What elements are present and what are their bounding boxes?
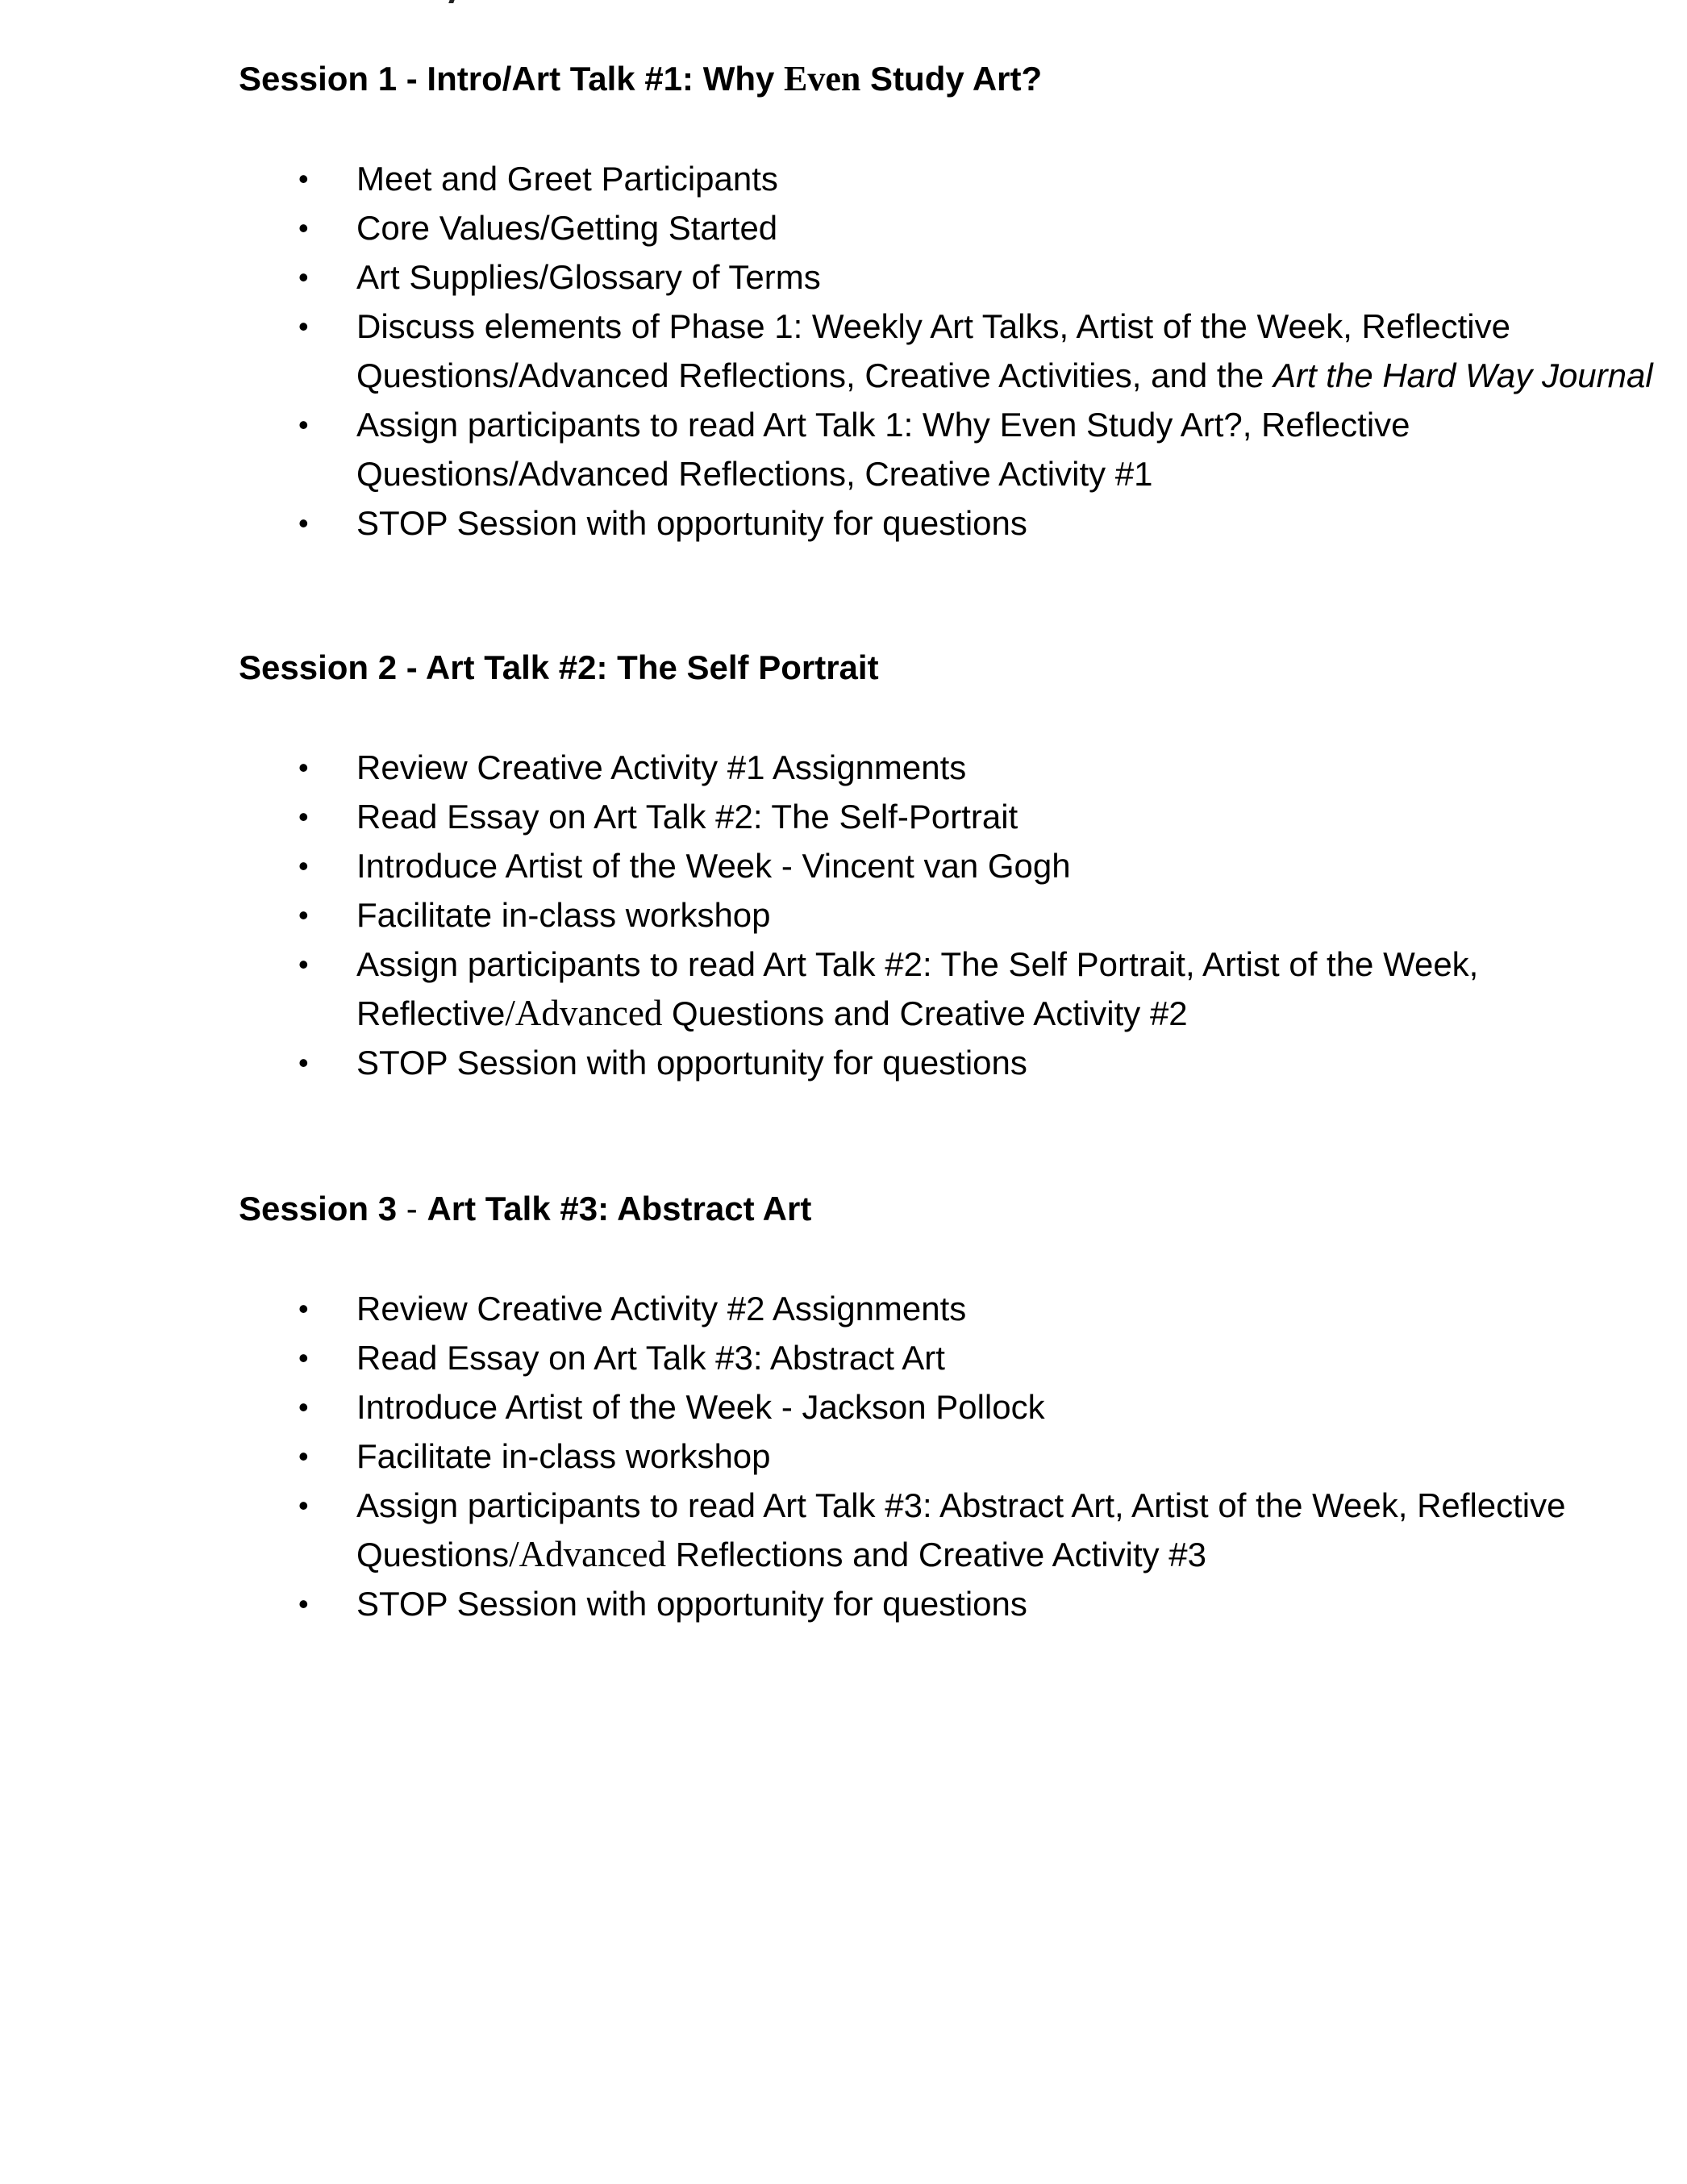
bullet-icon: • — [298, 1046, 309, 1079]
session-3 — [239, 1186, 1687, 1232]
bullet-icon: • — [298, 310, 309, 343]
bullet-icon: • — [298, 408, 309, 441]
bullet-icon: • — [298, 751, 309, 784]
bullet-icon: • — [298, 800, 309, 833]
session-3-title: Session 3 - Art Talk #3: Abstract Art — [239, 1190, 812, 1227]
list-item: • Art Supplies/Glossary of Terms — [239, 252, 1687, 302]
bullet-icon: • — [298, 849, 309, 882]
bullet-icon: • — [298, 948, 309, 981]
session-3-list — [239, 1284, 1687, 1628]
session-2-title: Session 2 - Art Talk #2: The Self Portrait — [239, 648, 879, 686]
list-item: • STOP Session with opportunity for questions — [239, 1038, 1687, 1087]
session-1 — [239, 56, 1687, 102]
list-item: • STOP Session with opportunity for questions — [239, 1579, 1687, 1628]
list-item: • Assign participants to read Art Talk 1: Why Even Study Art?, Reflective Questions/Advanced Reflections, Creative Activity #1 — [239, 400, 1687, 498]
bullet-icon: • — [298, 506, 309, 540]
list-item: • Discuss elements of Phase 1: Weekly Art Talks, Artist of the Week, Reflective Questions/Advanced Reflections, Creative Activities, and the Art the Hard Way Journal — [239, 302, 1687, 400]
list-item: • Assign participants to read Art Talk #3: Abstract Art, Artist of the Week, Reflective Questions/Advanced Reflections and Creative Activity #3 — [239, 1481, 1687, 1579]
bullet-icon: • — [298, 1489, 309, 1522]
bullet-icon: • — [298, 1390, 309, 1423]
bullet-icon: • — [298, 1587, 309, 1620]
page-edge-mark — [448, 0, 456, 3]
bullet-icon: • — [298, 211, 309, 244]
list-item: • Review Creative Activity #2 Assignments — [239, 1284, 1687, 1333]
bullet-icon: • — [298, 1440, 309, 1473]
list-item: • Review Creative Activity #1 Assignments — [239, 743, 1687, 792]
bullet-icon: • — [298, 898, 309, 932]
bullet-icon: • — [298, 1341, 309, 1374]
list-item: • Facilitate in-class workshop — [239, 1432, 1687, 1481]
session-2 — [239, 645, 1687, 690]
session-1-title: Session 1 - Intro/Art Talk #1: Why Even Study Art? — [239, 59, 1043, 98]
bullet-icon: • — [298, 260, 309, 294]
bullet-icon: • — [298, 162, 309, 195]
list-item: • Assign participants to read Art Talk #2: The Self Portrait, Artist of the Week, Reflective/Advanced Questions and Creative Activity #2 — [239, 940, 1687, 1038]
list-item: • Facilitate in-class workshop — [239, 890, 1687, 940]
list-item: • Introduce Artist of the Week - Jackson Pollock — [239, 1382, 1687, 1432]
session-2-list — [239, 743, 1687, 1087]
list-item: • STOP Session with opportunity for questions — [239, 498, 1687, 548]
session-1-list — [239, 154, 1687, 548]
list-item: • Read Essay on Art Talk #2: The Self-Portrait — [239, 792, 1687, 841]
bullet-icon: • — [298, 1292, 309, 1325]
list-item: • Meet and Greet Participants — [239, 154, 1687, 203]
list-item: • Core Values/Getting Started — [239, 203, 1687, 252]
list-item: • Introduce Artist of the Week - Vincent van Gogh — [239, 841, 1687, 890]
list-item: • Read Essay on Art Talk #3: Abstract Art — [239, 1333, 1687, 1382]
